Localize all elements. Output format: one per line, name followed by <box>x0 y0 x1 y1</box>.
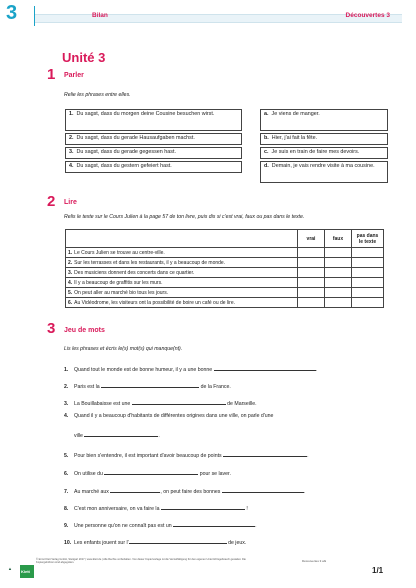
gap-sentence-5 <box>64 452 309 459</box>
chapter-number: 3 <box>6 2 18 24</box>
gap-sentence-6 <box>64 470 231 477</box>
match-right-b[interactable] <box>260 133 388 145</box>
item-number: 3. <box>64 401 69 407</box>
statement-text: Sur les terrasses et dans les restaurants, il y a beaucoup de monde. <box>74 259 226 266</box>
gap-sentence-2 <box>64 383 231 390</box>
logo-mark: ▲ <box>8 566 12 571</box>
item-letter: c. <box>264 149 269 155</box>
answer-cell-vrai[interactable] <box>298 288 325 298</box>
answer-cell-vrai[interactable] <box>298 268 325 278</box>
sentence-start: On utilise du <box>74 471 103 477</box>
gap-sentence-9 <box>64 522 257 529</box>
answer-cell-faux[interactable] <box>325 278 352 288</box>
answer-cell-faux[interactable] <box>325 288 352 298</box>
answer-cell-pas-dans-le-texte[interactable] <box>352 278 384 288</box>
true-false-table <box>65 229 384 308</box>
match-left-3[interactable] <box>65 147 242 159</box>
answer-cell-faux[interactable] <box>325 258 352 268</box>
exercise-1-number: 1 <box>47 66 56 83</box>
answer-cell-faux[interactable] <box>325 248 352 258</box>
exercise-2-title: Lire <box>64 199 77 206</box>
answer-cell-pas-dans-le-texte[interactable] <box>352 298 384 308</box>
item-number: 5. <box>64 453 69 459</box>
sentence-continuation: ville <box>74 433 83 439</box>
item-text: Du sagst, dass du gestern gefeiert hast. <box>76 163 172 169</box>
item-text: Du sagst, dass du morgen deine Cousine besuchen wirst. <box>76 111 215 117</box>
gap-sentence-1 <box>64 366 317 373</box>
item-text: Je suis en train de faire mes devoirs. <box>271 149 360 155</box>
exercise-3-number: 3 <box>47 320 56 337</box>
exercise-3-title: Jeu de mots <box>64 327 105 334</box>
sentence-end: . <box>307 453 309 459</box>
answer-blank[interactable] <box>129 539 227 544</box>
sentence-start: Pour bien s'entendre, il est important d'avoir beaucoup de points <box>74 453 222 459</box>
row-number: 4. <box>68 279 73 286</box>
row-number: 5. <box>68 289 73 296</box>
row-number: 3. <box>68 269 73 276</box>
answer-cell-pas-dans-le-texte[interactable] <box>352 258 384 268</box>
sentence-start: Au marché aux <box>74 489 109 495</box>
row-number: 6. <box>68 299 73 306</box>
item-number: 2. <box>64 384 69 390</box>
table-row <box>66 278 384 288</box>
section-label: Bilan <box>92 12 108 19</box>
item-number: 4. <box>69 163 74 169</box>
table-row <box>66 248 384 258</box>
answer-blank[interactable] <box>104 470 198 475</box>
match-left-4[interactable] <box>65 161 242 173</box>
answer-cell-faux[interactable] <box>325 268 352 278</box>
answer-blank[interactable] <box>161 505 248 512</box>
sentence-end: de jeux. <box>228 540 247 546</box>
answer-cell-vrai[interactable] <box>298 278 325 288</box>
exercise-2-number: 2 <box>47 193 56 210</box>
sentence-end: . <box>315 367 318 373</box>
row-number: 2. <box>68 259 73 266</box>
item-text: Hier, j'ai fait la fête. <box>271 135 318 141</box>
item-number: 10. <box>64 540 72 546</box>
table-row <box>66 268 384 278</box>
item-letter: a. <box>264 111 269 117</box>
item-text: Du sagst, dass du gerade Hausaufgaben machst. <box>76 135 195 141</box>
book-code: Découvertes 3 abi <box>302 559 327 563</box>
gap-sentence-4-continuation <box>74 432 160 439</box>
sentence-start: Une personne qu'on ne connaît pas est un <box>74 523 172 529</box>
match-left-2[interactable] <box>65 133 242 145</box>
answer-blank[interactable] <box>101 383 199 388</box>
gap-sentence-10 <box>64 539 246 546</box>
statement-cell <box>66 278 298 288</box>
item-number: 2. <box>69 135 74 141</box>
statement-text: Des musiciens donnent des concerts dans ce quartier. <box>74 269 195 276</box>
header-divider <box>34 6 35 26</box>
statement-cell <box>66 268 298 278</box>
exercise-1-instruction: Relie les phrases entre elles. <box>64 92 131 98</box>
answer-blank[interactable] <box>214 366 316 371</box>
sentence-start: C'est mon anniversaire, on va faire la <box>74 506 160 512</box>
exercise-2-instruction: Relis le texte sur le Cours Julien à la page 57 de ton livre, puis dis si c'est vrai, faux ou pas dans le texte. <box>64 214 305 220</box>
answer-cell-pas-dans-le-texte[interactable] <box>352 248 384 258</box>
sentence-start: La Bouillabaisse est une <box>74 401 131 407</box>
item-letter: b. <box>264 135 269 141</box>
page-title: Unité 3 <box>62 50 106 65</box>
statement-text: Il y a beaucoup de graffitis sur les murs. <box>74 279 163 286</box>
sentence-end-mark: . <box>303 489 306 495</box>
statement-cell <box>66 288 298 298</box>
column-header: faux <box>325 230 352 248</box>
sentence-end: pour se laver. <box>199 471 231 477</box>
sentence-end: de Marseille. <box>227 401 257 407</box>
item-number: 1. <box>69 111 74 117</box>
exercise-1-title: Parler <box>64 72 84 79</box>
gap-sentence-8 <box>64 505 248 512</box>
exercise-3-instruction: Lis les phrases et écris le(s) mot(s) qui manque(nt). <box>64 346 183 352</box>
sentence-start: Paris est la <box>74 384 100 390</box>
gap-sentence-4 <box>64 413 273 419</box>
item-text: Du sagst, dass du gerade gegessen hast. <box>76 149 176 155</box>
sentence-start: Les enfants jouent sur l' <box>74 540 129 546</box>
column-header: pas dans le texte <box>352 230 384 248</box>
sentence-end: . <box>158 433 160 439</box>
sentence-end: . <box>255 523 257 529</box>
statement-text: On peut aller au marché bio tous les jours. <box>74 289 169 296</box>
statement-cell <box>66 258 298 268</box>
item-number: 6. <box>64 471 69 477</box>
answer-blank[interactable] <box>223 452 307 457</box>
statement-text: Au Vidéodrome, les visiteurs ont la possibilité de boire un café ou de lire. <box>74 299 236 306</box>
page-header <box>0 0 416 32</box>
table-header-row <box>66 230 384 248</box>
item-number: 4. <box>64 413 69 419</box>
gap-sentence-3 <box>64 400 257 407</box>
row-number: 1. <box>68 249 73 256</box>
statement-cell <box>66 298 298 308</box>
sentence-start: Quand tout le monde est de bonne humeur, il y a une bonne <box>74 367 213 373</box>
table-row <box>66 258 384 268</box>
answer-cell-vrai[interactable] <box>298 248 325 258</box>
answer-blank[interactable] <box>84 432 158 437</box>
book-label: Découvertes 3 <box>345 12 390 19</box>
answer-cell-pas-dans-le-texte[interactable] <box>352 268 384 278</box>
copyright-note: © Ernst Klett Verlag GmbH, Stuttgart 2017 | www.klett.de | Alle Rechte vorbehalten. Von dieser Kopiervorlage ist die Vervielfältigung für den eigenen Unterrichtsgebrauch gestattet. Die Kopiergebühren sind abgegolten. <box>36 558 246 565</box>
klett-logo-text: Klett <box>21 569 30 574</box>
table-row <box>66 298 384 308</box>
answer-cell-vrai[interactable] <box>298 258 325 268</box>
statement-text: Le Cours Julien se trouve au centre-ville. <box>74 249 165 256</box>
sentence-end: de la France. <box>200 384 231 390</box>
item-number: 3. <box>69 149 74 155</box>
match-left-1[interactable] <box>65 109 242 131</box>
item-number: 1. <box>64 367 69 373</box>
item-letter: d. <box>264 163 269 169</box>
item-text: Je viens de manger. <box>271 111 320 117</box>
answer-cell-vrai[interactable] <box>298 298 325 308</box>
match-right-c[interactable] <box>260 147 388 159</box>
answer-blank[interactable] <box>110 488 160 493</box>
match-right-d[interactable] <box>260 161 388 183</box>
sentence-end: , on peut faire des bonnes <box>160 489 221 495</box>
answer-blank[interactable] <box>173 522 255 527</box>
sentence-start: Quand il y a beaucoup d'habitants de différentes origines dans une ville, on parle d'une <box>74 413 274 419</box>
page-number: 1/1 <box>372 566 384 575</box>
item-number: 7. <box>64 489 69 495</box>
sentence-end: ! <box>246 506 248 512</box>
item-number: 9. <box>64 523 69 529</box>
gap-sentence-7 <box>64 488 305 495</box>
item-text: Demain, je vais rendre visite à ma cousine. <box>271 163 375 169</box>
match-right-a[interactable] <box>260 109 388 131</box>
statement-header <box>66 230 298 248</box>
item-number: 8. <box>64 506 69 512</box>
answer-cell-pas-dans-le-texte[interactable] <box>352 288 384 298</box>
answer-blank[interactable] <box>132 400 226 405</box>
table-row <box>66 288 384 298</box>
answer-blank[interactable] <box>222 488 304 493</box>
statement-cell <box>66 248 298 258</box>
answer-cell-faux[interactable] <box>325 298 352 308</box>
column-header: vrai <box>298 230 325 248</box>
